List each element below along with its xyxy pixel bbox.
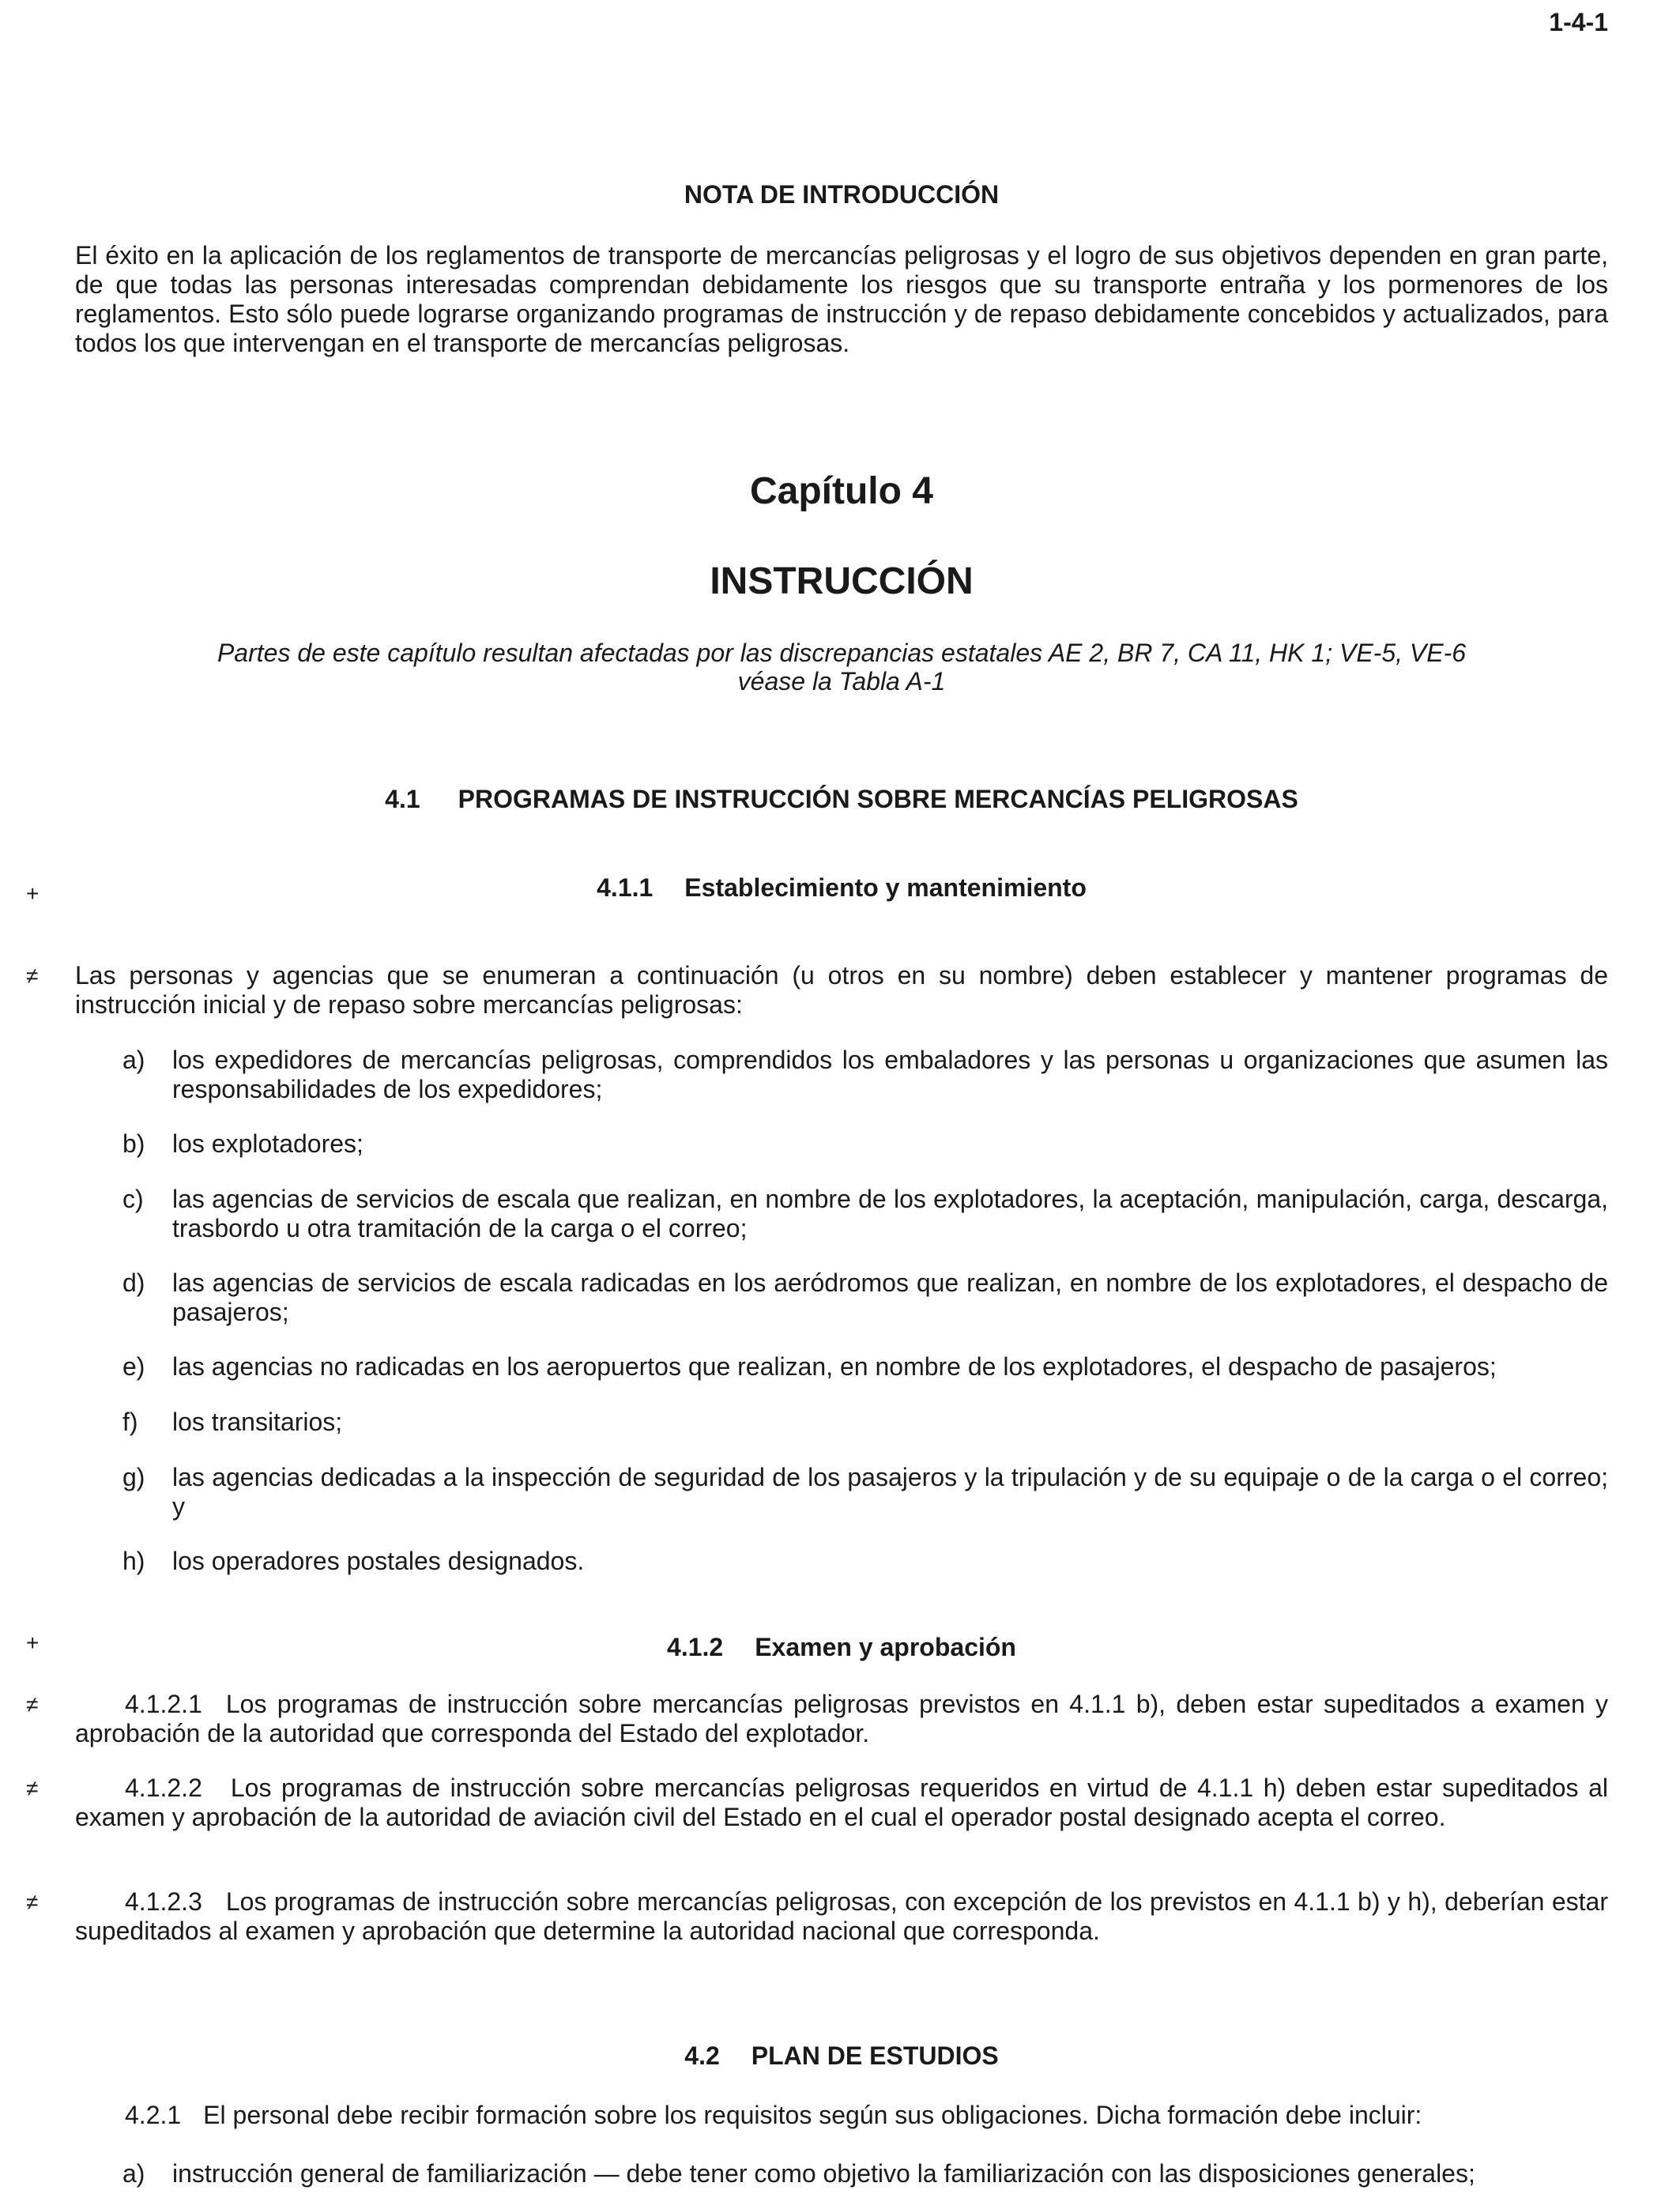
list-item <box>122 1269 1608 1327</box>
amendment-marker: ≠ <box>26 1890 39 1914</box>
item-letter: f) <box>122 1408 138 1436</box>
section-4-1-1-heading <box>75 873 1608 903</box>
discrepancy-note-line1: Partes de este capítulo resultan afectadas por las discrepancias estatales AE 2, BR 7, CA 11, HK 1; VE-5, VE-6 <box>217 639 1467 667</box>
paragraph-text: El personal debe recibir formación sobre los requisitos según sus obligaciones. Dicha formación debe incluir: <box>203 2101 1422 2129</box>
chapter-title: INSTRUCCIÓN <box>710 560 974 602</box>
page-number: 1-4-1 <box>1549 8 1608 36</box>
section-number: 4.1.1 <box>597 873 654 902</box>
item-letter: b) <box>122 1129 145 1158</box>
item-letter: c) <box>122 1185 144 1213</box>
amendment-marker: ≠ <box>26 1692 39 1717</box>
list-item <box>122 1352 1608 1382</box>
section-4-1-2-heading <box>75 1633 1608 1662</box>
item-text: los expedidores de mercancías peligrosas, comprendidos los embaladores y las personas u organizaciones que asumen las responsabilidades de los expedidores; <box>172 1046 1608 1103</box>
revision-marker: + <box>26 881 40 906</box>
item-text: instrucción general de familiarización — debe tener como objetivo la familiarización con las disposiciones generales; <box>172 2159 1475 2188</box>
section-4-1-1-intro: Las personas y agencias que se enumeran a continuación (u otros en su nombre) deben establecer y mantener programas de instrucción inicial y de repaso sobre mercancías peligrosas: <box>75 961 1608 1019</box>
list-item <box>122 1463 1608 1521</box>
section-number: 4.1.2 <box>667 1633 724 1661</box>
chapter-label: Capítulo 4 <box>749 470 933 512</box>
item-text: los operadores postales designados. <box>172 1547 585 1575</box>
section-number: 4.1 <box>385 785 420 813</box>
item-letter: e) <box>122 1352 145 1381</box>
paragraph-number: 4.1.2.2 <box>125 1774 202 1802</box>
item-letter: g) <box>122 1463 145 1491</box>
list-item <box>122 1408 1608 1437</box>
section-title: PLAN DE ESTUDIOS <box>751 2041 999 2070</box>
item-text: las agencias de servicios de escala radicadas en los aeródromos que realizan, en nombre de los explotadores, el despacho de pasajeros; <box>172 1269 1608 1326</box>
paragraph-number: 4.1.2.1 <box>125 1690 202 1718</box>
paragraph-number: 4.2.1 <box>125 2101 182 2129</box>
item-letter: d) <box>122 1269 145 1297</box>
paragraph-number: 4.1.2.3 <box>125 1887 202 1916</box>
section-title: PROGRAMAS DE INSTRUCCIÓN SOBRE MERCANCÍAS PELIGROSAS <box>458 785 1298 813</box>
item-letter: a) <box>122 1046 145 1074</box>
section-4-1-heading <box>75 785 1608 814</box>
discrepancy-note-line2: véase la Tabla A-1 <box>737 667 946 696</box>
intro-paragraph: El éxito en la aplicación de los reglamentos de transporte de mercancías peligrosas y el logro de sus objetivos dependen en gran parte, de que todas las personas interesadas comprendan debidamente los riesgos que su transporte entraña y los pormenores de los reglamentos. Esto sólo puede lograrse organizando programas de instrucción y de repaso debidamente concebidos y actualizados, para todos los que intervengan en el transporte de mercancías peligrosas. <box>75 241 1608 357</box>
paragraph-text: Los programas de instrucción sobre mercancías peligrosas previstos en 4.1.1 b), deben estar supeditados a examen y aprobación de la autoridad que corresponda del Estado del explotador. <box>75 1690 1608 1747</box>
paragraph-text: Los programas de instrucción sobre mercancías peligrosas requeridos en virtud de 4.1.1 h) deben estar supeditados al examen y aprobación de la autoridad de aviación civil del Estado en el cual el operador postal designado acepta el correo. <box>75 1774 1608 1831</box>
item-letter: h) <box>122 1547 145 1575</box>
section-number: 4.2 <box>684 2041 720 2070</box>
list-item <box>122 2159 1608 2188</box>
paragraph-4-1-2-1 <box>75 1690 1608 1748</box>
section-title: Establecimiento y mantenimiento <box>684 873 1087 902</box>
section-4-2-heading <box>75 2041 1608 2071</box>
item-text: los explotadores; <box>172 1129 363 1158</box>
list-item <box>122 1129 1608 1159</box>
intro-title: NOTA DE INTRODUCCIÓN <box>684 180 1000 209</box>
item-text: las agencias no radicadas en los aeropuertos que realizan, en nombre de los explotadores, el despacho de pasajeros; <box>172 1352 1497 1381</box>
section-title: Examen y aprobación <box>755 1633 1016 1661</box>
amendment-marker: ≠ <box>26 1776 39 1800</box>
amendment-marker: ≠ <box>26 963 39 988</box>
paragraph-4-1-2-2 <box>75 1774 1608 1832</box>
list-item <box>122 1547 1608 1576</box>
list-item <box>122 1185 1608 1243</box>
paragraph-text: Los programas de instrucción sobre mercancías peligrosas, con excepción de los previstos en 4.1.1 b) y h), deberían estar supeditados al examen y aprobación que determine la autoridad nacional que corresponda. <box>75 1887 1608 1945</box>
item-text: los transitarios; <box>172 1408 343 1436</box>
item-text: las agencias de servicios de escala que realizan, en nombre de los explotadores, la aceptación, manipulación, carga, descarga, trasbordo u otra tramitación de la carga o el correo; <box>172 1185 1608 1242</box>
revision-marker: + <box>26 1630 40 1655</box>
item-letter: a) <box>122 2159 145 2188</box>
item-text: las agencias dedicadas a la inspección de seguridad de los pasajeros y la tripulación y de su equipaje o de la carga o el correo; y <box>172 1463 1608 1521</box>
list-item <box>122 1046 1608 1104</box>
paragraph-4-2-1 <box>75 2101 1608 2130</box>
paragraph-4-1-2-3 <box>75 1887 1608 1946</box>
